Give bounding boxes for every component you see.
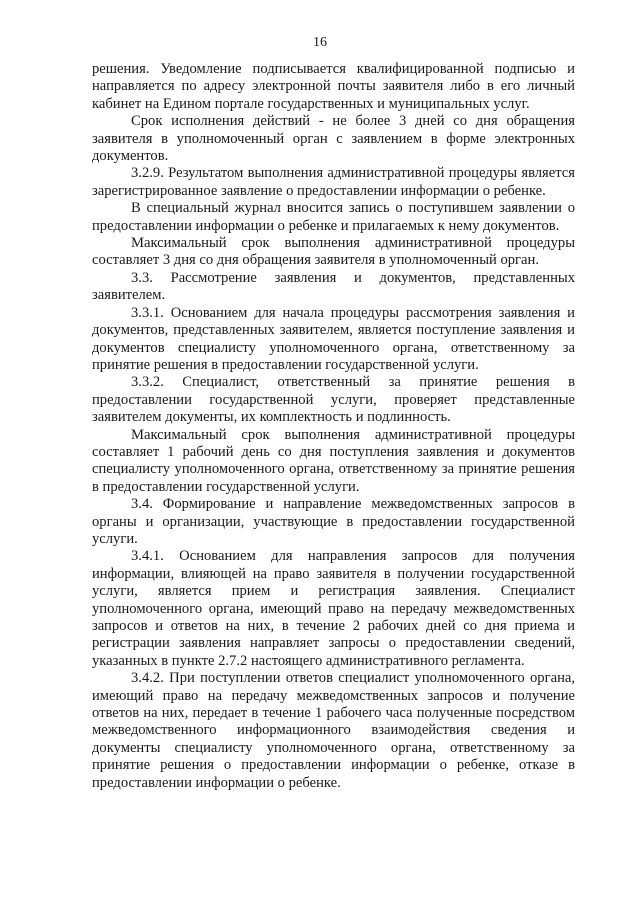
paragraph-3-2-9: 3.2.9. Результатом выполнения административной процедуры является зарегистрированное заявление о предоставлении информации о ребенке. xyxy=(92,165,575,199)
paragraph-3-3-2: 3.3.2. Специалист, ответственный за принятие решения в предоставлении государственной услуги, проверяет представленные заявителем документы, их комплектность и подлинность. xyxy=(92,374,575,426)
document-body xyxy=(92,61,575,792)
page-number: 16 xyxy=(313,35,327,50)
paragraph-notification-continuation: решения. Уведомление подписывается квалифицированной подписью и направляется по адресу электронной почты заявителя либо в его личный кабинет на Едином портале государственных и муниципальных услуг. xyxy=(92,61,575,112)
paragraph-execution-deadline: Срок исполнения действий - не более 3 дней со дня обращения заявителя в уполномоченный орган с заявлением в форме электронных документов. xyxy=(92,113,575,165)
section-heading-3-3: 3.3. Рассмотрение заявления и документов, представленных заявителем. xyxy=(92,269,575,304)
section-heading-3-4: 3.4. Формирование и направление межведомственных запросов в органы и организации, участвующие в предоставлении государственной услуги. xyxy=(92,496,575,547)
paragraph-journal-record: В специальный журнал вносится запись о поступившем заявлении о предоставлении информации о ребенке и прилагаемых к нему документов. xyxy=(92,200,575,234)
paragraph-max-deadline-1-day: Максимальный срок выполнения административной процедуры составляет 1 рабочий день со дня поступления заявления и документов специалисту уполномоченного органа, ответственному за принятие решения в предоставлении государственной услуги. xyxy=(92,426,575,495)
paragraph-3-3-1: 3.3.1. Основанием для начала процедуры рассмотрения заявления и документов, представленных заявителем, является поступление заявления и документов специалисту уполномоченного органа, ответственному за принятие решения в предоставлении государственной услуги. xyxy=(92,304,575,373)
paragraph-3-4-1: 3.4.1. Основанием для направления запросов для получения информации, влияющей на право заявителя в получении государственной услуги, является прием и регистрация заявления. Специалист уполномоченного органа, имеющий право на передачу межведомственных запросов и ответов на них, в течение 2 рабочих дней со дня приема и регистрации заявления направляет запросы о предоставлении сведений, указанных в пункте 2.7.2 настоящего административного регламента. xyxy=(92,548,575,669)
paragraph-3-4-2: 3.4.2. При поступлении ответов специалист уполномоченного органа, имеющий право на передачу межведомственных запросов и получение ответов на них, передает в течение 1 рабочего часа полученные посредством межведомственного информационного взаимодействия сведения и документы специалисту уполномоченного органа, ответственному за принятие решения о предоставлении информации о ребенке, отказе в предоставлении информации о ребенке. xyxy=(92,670,575,791)
paragraph-max-deadline-3-days: Максимальный срок выполнения административной процедуры составляет 3 дня со дня обращения заявителя в уполномоченный орган. xyxy=(92,235,575,269)
